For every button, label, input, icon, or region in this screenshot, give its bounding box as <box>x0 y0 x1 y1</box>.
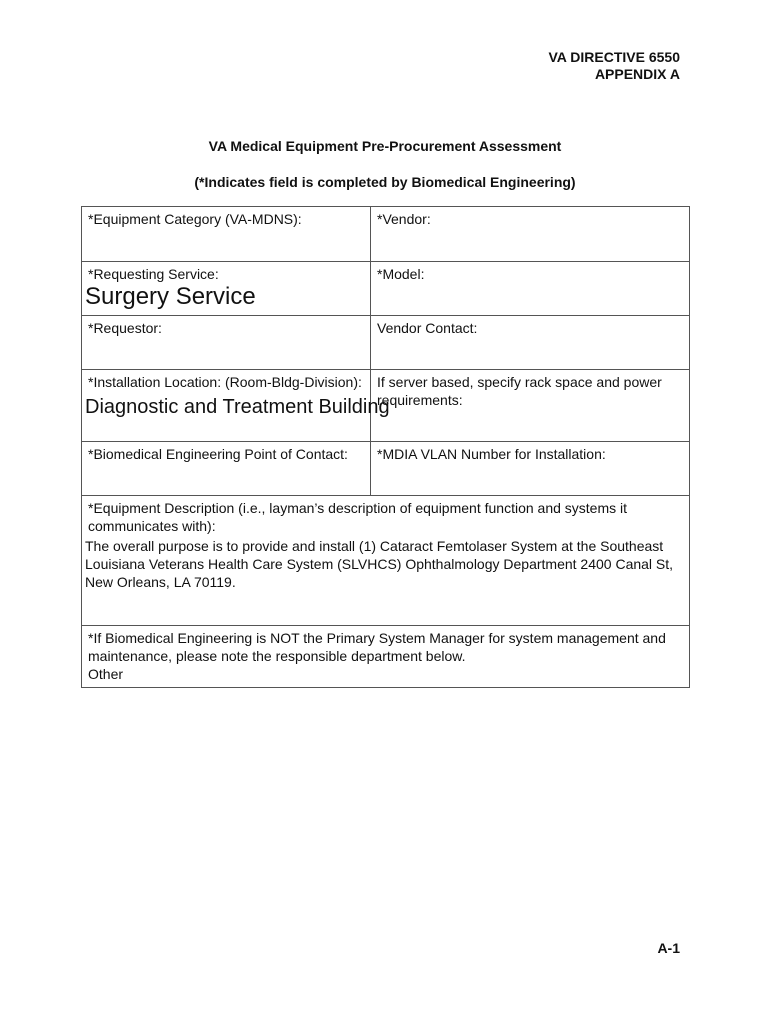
installation-location-field[interactable] <box>82 370 390 442</box>
directive-number: VA DIRECTIVE 6550 <box>548 49 680 65</box>
biomed-poc-field[interactable] <box>82 442 371 496</box>
requestor-label: *Requestor: <box>88 320 162 336</box>
server-requirements-label: If server based, specify rack space and power requirements: <box>377 374 662 408</box>
equipment-description-label: *Equipment Description (i.e., layman’s description of equipment function and systems it communicates with): <box>88 500 628 534</box>
equipment-category-label: *Equipment Category (VA-MDNS): <box>88 211 302 227</box>
form-row-location-server <box>82 370 690 442</box>
equipment-description-value[interactable]: The overall purpose is to provide and install (1) Cataract Femtolaser System at the Southeast Louisiana Veterans Health Care System (SLVHCS) Ophthalmology Department 2400 Canal St, New Orleans, LA 70119. <box>85 538 674 590</box>
mdia-vlan-label: *MDIA VLAN Number for Installation: <box>377 446 606 462</box>
server-requirements-field[interactable] <box>371 370 690 442</box>
requesting-service-value[interactable]: Surgery Service <box>85 283 256 310</box>
document-title: VA Medical Equipment Pre-Procurement Assessment <box>208 138 562 154</box>
equipment-description-field[interactable] <box>82 496 690 626</box>
vendor-label: *Vendor: <box>377 211 431 227</box>
mdia-vlan-field[interactable] <box>371 442 690 496</box>
form-row-category-vendor <box>82 207 690 262</box>
requesting-service-field[interactable] <box>82 262 371 316</box>
page-number: A-1 <box>657 940 680 956</box>
biomed-poc-label: *Biomedical Engineering Point of Contact: <box>88 446 348 462</box>
assessment-form <box>81 206 690 688</box>
equipment-category-field[interactable] <box>82 207 371 262</box>
form-row-system-manager <box>82 626 690 688</box>
form-row-description <box>82 496 690 626</box>
system-manager-field[interactable] <box>82 626 690 688</box>
model-label: *Model: <box>377 266 425 282</box>
system-manager-label: *If Biomedical Engineering is NOT the Primary System Manager for system management and maintenance, please note the responsible department below. <box>88 630 666 664</box>
vendor-contact-field[interactable] <box>371 316 690 370</box>
form-row-service-model <box>82 262 690 316</box>
model-field[interactable] <box>371 262 690 316</box>
document-subtitle: (*Indicates field is completed by Biomedical Engineering) <box>194 174 576 190</box>
form-row-requestor-contact <box>82 316 690 370</box>
installation-location-label: *Installation Location: (Room-Bldg-Division): <box>88 374 362 390</box>
document-header <box>549 49 681 83</box>
vendor-contact-label: Vendor Contact: <box>377 320 478 336</box>
requesting-service-label: *Requesting Service: <box>88 266 219 282</box>
appendix-label: APPENDIX A <box>594 66 680 82</box>
vendor-field[interactable] <box>371 207 690 262</box>
installation-location-value[interactable]: Diagnostic and Treatment Building <box>85 396 390 418</box>
system-manager-value[interactable]: Other <box>88 666 124 682</box>
form-row-poc-vlan <box>82 442 690 496</box>
requestor-field[interactable] <box>82 316 371 370</box>
